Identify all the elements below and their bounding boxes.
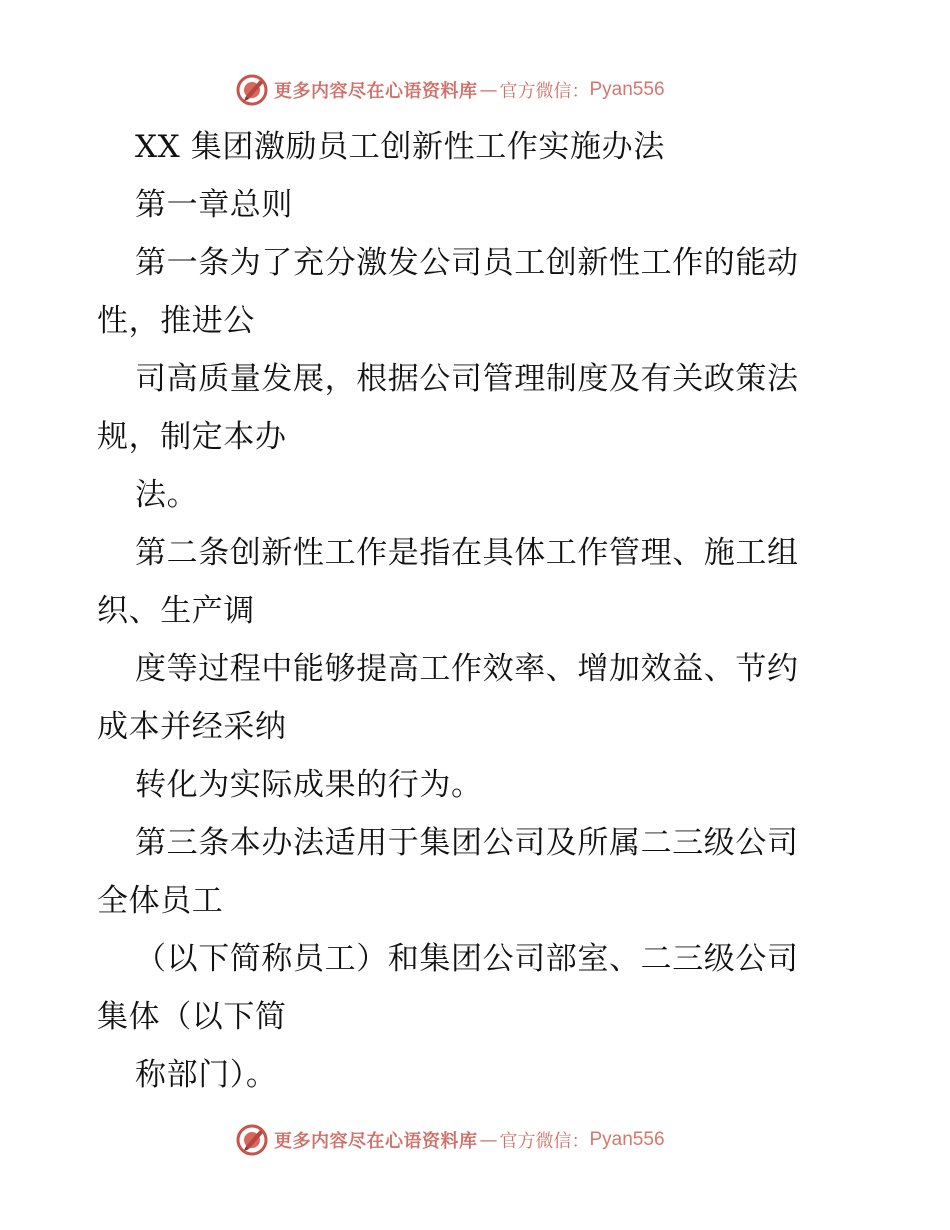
body-line: 法。	[135, 477, 199, 513]
pen-logo-icon	[236, 1124, 268, 1156]
pen-logo-icon	[236, 74, 268, 106]
body-line: 全体员工	[97, 883, 224, 919]
banner-text: 更多内容尽在心语资料库	[274, 81, 478, 102]
body-line: 第三条本办法适用于集团公司及所属二三级公司	[135, 825, 799, 861]
body-line: 性，推进公	[97, 303, 255, 339]
body-line: 称部门）。	[135, 1057, 278, 1093]
document-title: XX 集团激励员工创新性工作实施办法	[135, 129, 665, 165]
chapter-heading: 第一章总则	[135, 187, 293, 223]
body-line: 织、生产调	[97, 593, 255, 629]
body-line: 规，制定本办	[97, 419, 287, 455]
banner-text: 更多内容尽在心语资料库	[274, 1131, 478, 1152]
banner-dash: —	[479, 1129, 498, 1151]
footer-banner	[236, 1122, 665, 1158]
banner-label: 官方微信：	[499, 1131, 590, 1152]
body-line: 第二条创新性工作是指在具体工作管理、施工组	[135, 535, 799, 571]
body-line: 司高质量发展，根据公司管理制度及有关政策法	[135, 361, 799, 397]
header-banner	[236, 72, 665, 108]
body-line: 第一条为了充分激发公司员工创新性工作的能动	[135, 245, 799, 281]
banner-wechat-id: Pyan556	[589, 79, 665, 100]
body-line: 度等过程中能够提高工作效率、增加效益、节约	[135, 651, 799, 687]
body-line: 集体（以下简	[97, 999, 287, 1035]
banner-label: 官方微信：	[499, 81, 590, 102]
banner-dash: —	[479, 79, 498, 101]
banner-wechat-id: Pyan556	[589, 1129, 665, 1150]
body-line: 成本并经采纳	[97, 709, 287, 745]
body-line: （以下简称员工）和集团公司部室、二三级公司	[135, 941, 799, 977]
body-line: 转化为实际成果的行为。	[135, 767, 483, 803]
